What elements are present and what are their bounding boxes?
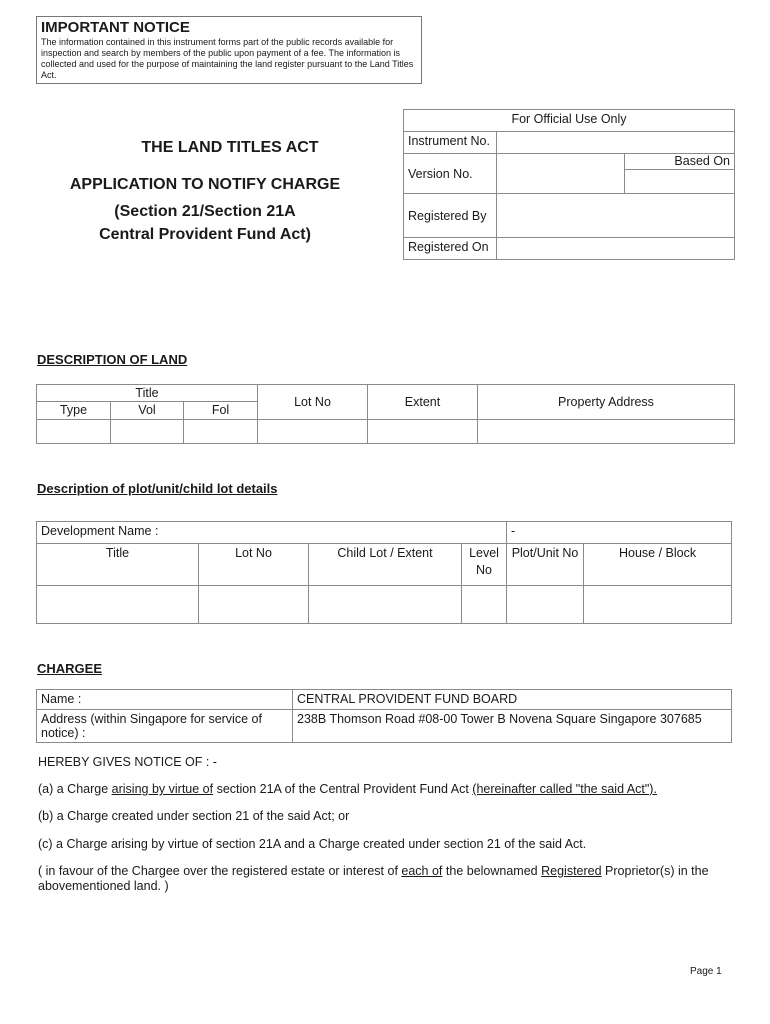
application-title: APPLICATION TO NOTIFY CHARGE — [69, 176, 341, 193]
clause-d-text-1: ( in favour of the Chargee over the registered estate or interest of — [38, 864, 402, 878]
important-notice-box — [36, 16, 422, 84]
version-no-field[interactable] — [497, 154, 625, 194]
clause-d — [38, 864, 728, 894]
level-no-cell[interactable] — [462, 586, 507, 624]
development-name-label: Development Name : — [37, 522, 507, 544]
title-group-header: Title — [37, 385, 258, 402]
clause-a — [38, 782, 728, 797]
notice-body: The information contained in this instrument forms part of the public records available for inspection and search by members of the public upon payment of a fee. The information is collected and used for the purpose of maintaining the land register pursuant to the Land Titles Act. — [41, 37, 414, 80]
fol-header: Fol — [184, 402, 258, 420]
registered-by-label: Registered By — [404, 194, 497, 238]
chargee-heading: CHARGEE — [37, 661, 103, 676]
instrument-no-field[interactable] — [497, 132, 735, 154]
clause-a-underline-1: arising by virtue of — [111, 782, 214, 796]
registered-on-field[interactable] — [497, 238, 735, 260]
act-title: THE LAND TITLES ACT — [141, 139, 319, 156]
clause-b: (b) a Charge created under section 21 of the said Act; or — [38, 809, 350, 823]
clause-d-underline-2: Registered — [541, 864, 602, 878]
official-use-header: For Official Use Only — [404, 110, 735, 132]
vol-cell[interactable] — [111, 420, 184, 444]
based-on-label: Based On — [625, 154, 735, 170]
clause-a-underline-2: (hereinafter called "the said Act"). — [472, 782, 657, 796]
fund-line: Central Provident Fund Act) — [99, 226, 311, 243]
extent-cell[interactable] — [368, 420, 478, 444]
clause-a-text-1: (a) a Charge — [38, 782, 112, 796]
based-on-field[interactable] — [625, 170, 735, 194]
version-no-label: Version No. — [404, 154, 497, 194]
plot-unit-no-cell[interactable] — [507, 586, 584, 624]
plot-table — [36, 521, 732, 624]
clause-d-underline-1: each of — [401, 864, 443, 878]
chargee-address-label: Address (within Singapore for service of notice) : — [37, 710, 293, 743]
plot-lot-no-cell[interactable] — [199, 586, 309, 624]
extent-header: Extent — [368, 385, 478, 420]
property-address-header: Property Address — [478, 385, 735, 420]
section-line: (Section 21/Section 21A — [114, 203, 296, 220]
page-number: Page 1 — [690, 966, 722, 977]
child-lot-extent-header: Child Lot / Extent — [309, 544, 462, 586]
level-no-header — [462, 544, 507, 586]
land-heading: DESCRIPTION OF LAND — [37, 352, 188, 367]
fol-cell[interactable] — [184, 420, 258, 444]
registered-by-field[interactable] — [497, 194, 735, 238]
notice-intro: HEREBY GIVES NOTICE OF : - — [38, 755, 217, 769]
clause-a-text-2: section 21A of the Central Provident Fund Act — [213, 782, 473, 796]
notice-title: IMPORTANT NOTICE — [41, 19, 190, 36]
chargee-name-label: Name : — [37, 690, 293, 710]
house-block-header: House / Block — [584, 544, 732, 586]
land-table — [36, 384, 735, 444]
plot-heading: Description of plot/unit/child lot details — [37, 481, 278, 496]
chargee-table — [36, 689, 732, 743]
instrument-no-label: Instrument No. — [404, 132, 497, 154]
development-name-value[interactable]: - — [507, 522, 732, 544]
plot-unit-no-header: Plot/Unit No — [507, 544, 584, 586]
clause-d-text-3: Proprietor(s) in the abovementioned land. ) — [38, 864, 709, 893]
chargee-address-value: 238B Thomson Road #08-00 Tower B Novena Square Singapore 307685 — [293, 710, 732, 743]
plot-title-cell[interactable] — [37, 586, 199, 624]
level-label: Level — [469, 546, 499, 560]
clause-d-text-2: the belownamed — [442, 864, 542, 878]
official-use-table — [403, 109, 735, 260]
clause-c: (c) a Charge arising by virtue of section 21A and a Charge created under section 21 of the said Act. — [38, 837, 587, 851]
vol-header: Vol — [111, 402, 184, 420]
registered-on-label: Registered On — [404, 238, 497, 260]
type-header: Type — [37, 402, 111, 420]
plot-title-header: Title — [37, 544, 199, 586]
property-address-cell[interactable] — [478, 420, 735, 444]
section-subtitle — [30, 200, 380, 246]
plot-lot-no-header: Lot No — [199, 544, 309, 586]
house-block-cell[interactable] — [584, 586, 732, 624]
type-cell[interactable] — [37, 420, 111, 444]
lot-no-cell[interactable] — [258, 420, 368, 444]
level-no-label: No — [476, 563, 493, 577]
chargee-name-value: CENTRAL PROVIDENT FUND BOARD — [293, 690, 732, 710]
child-lot-extent-cell[interactable] — [309, 586, 462, 624]
lot-no-header: Lot No — [258, 385, 368, 420]
